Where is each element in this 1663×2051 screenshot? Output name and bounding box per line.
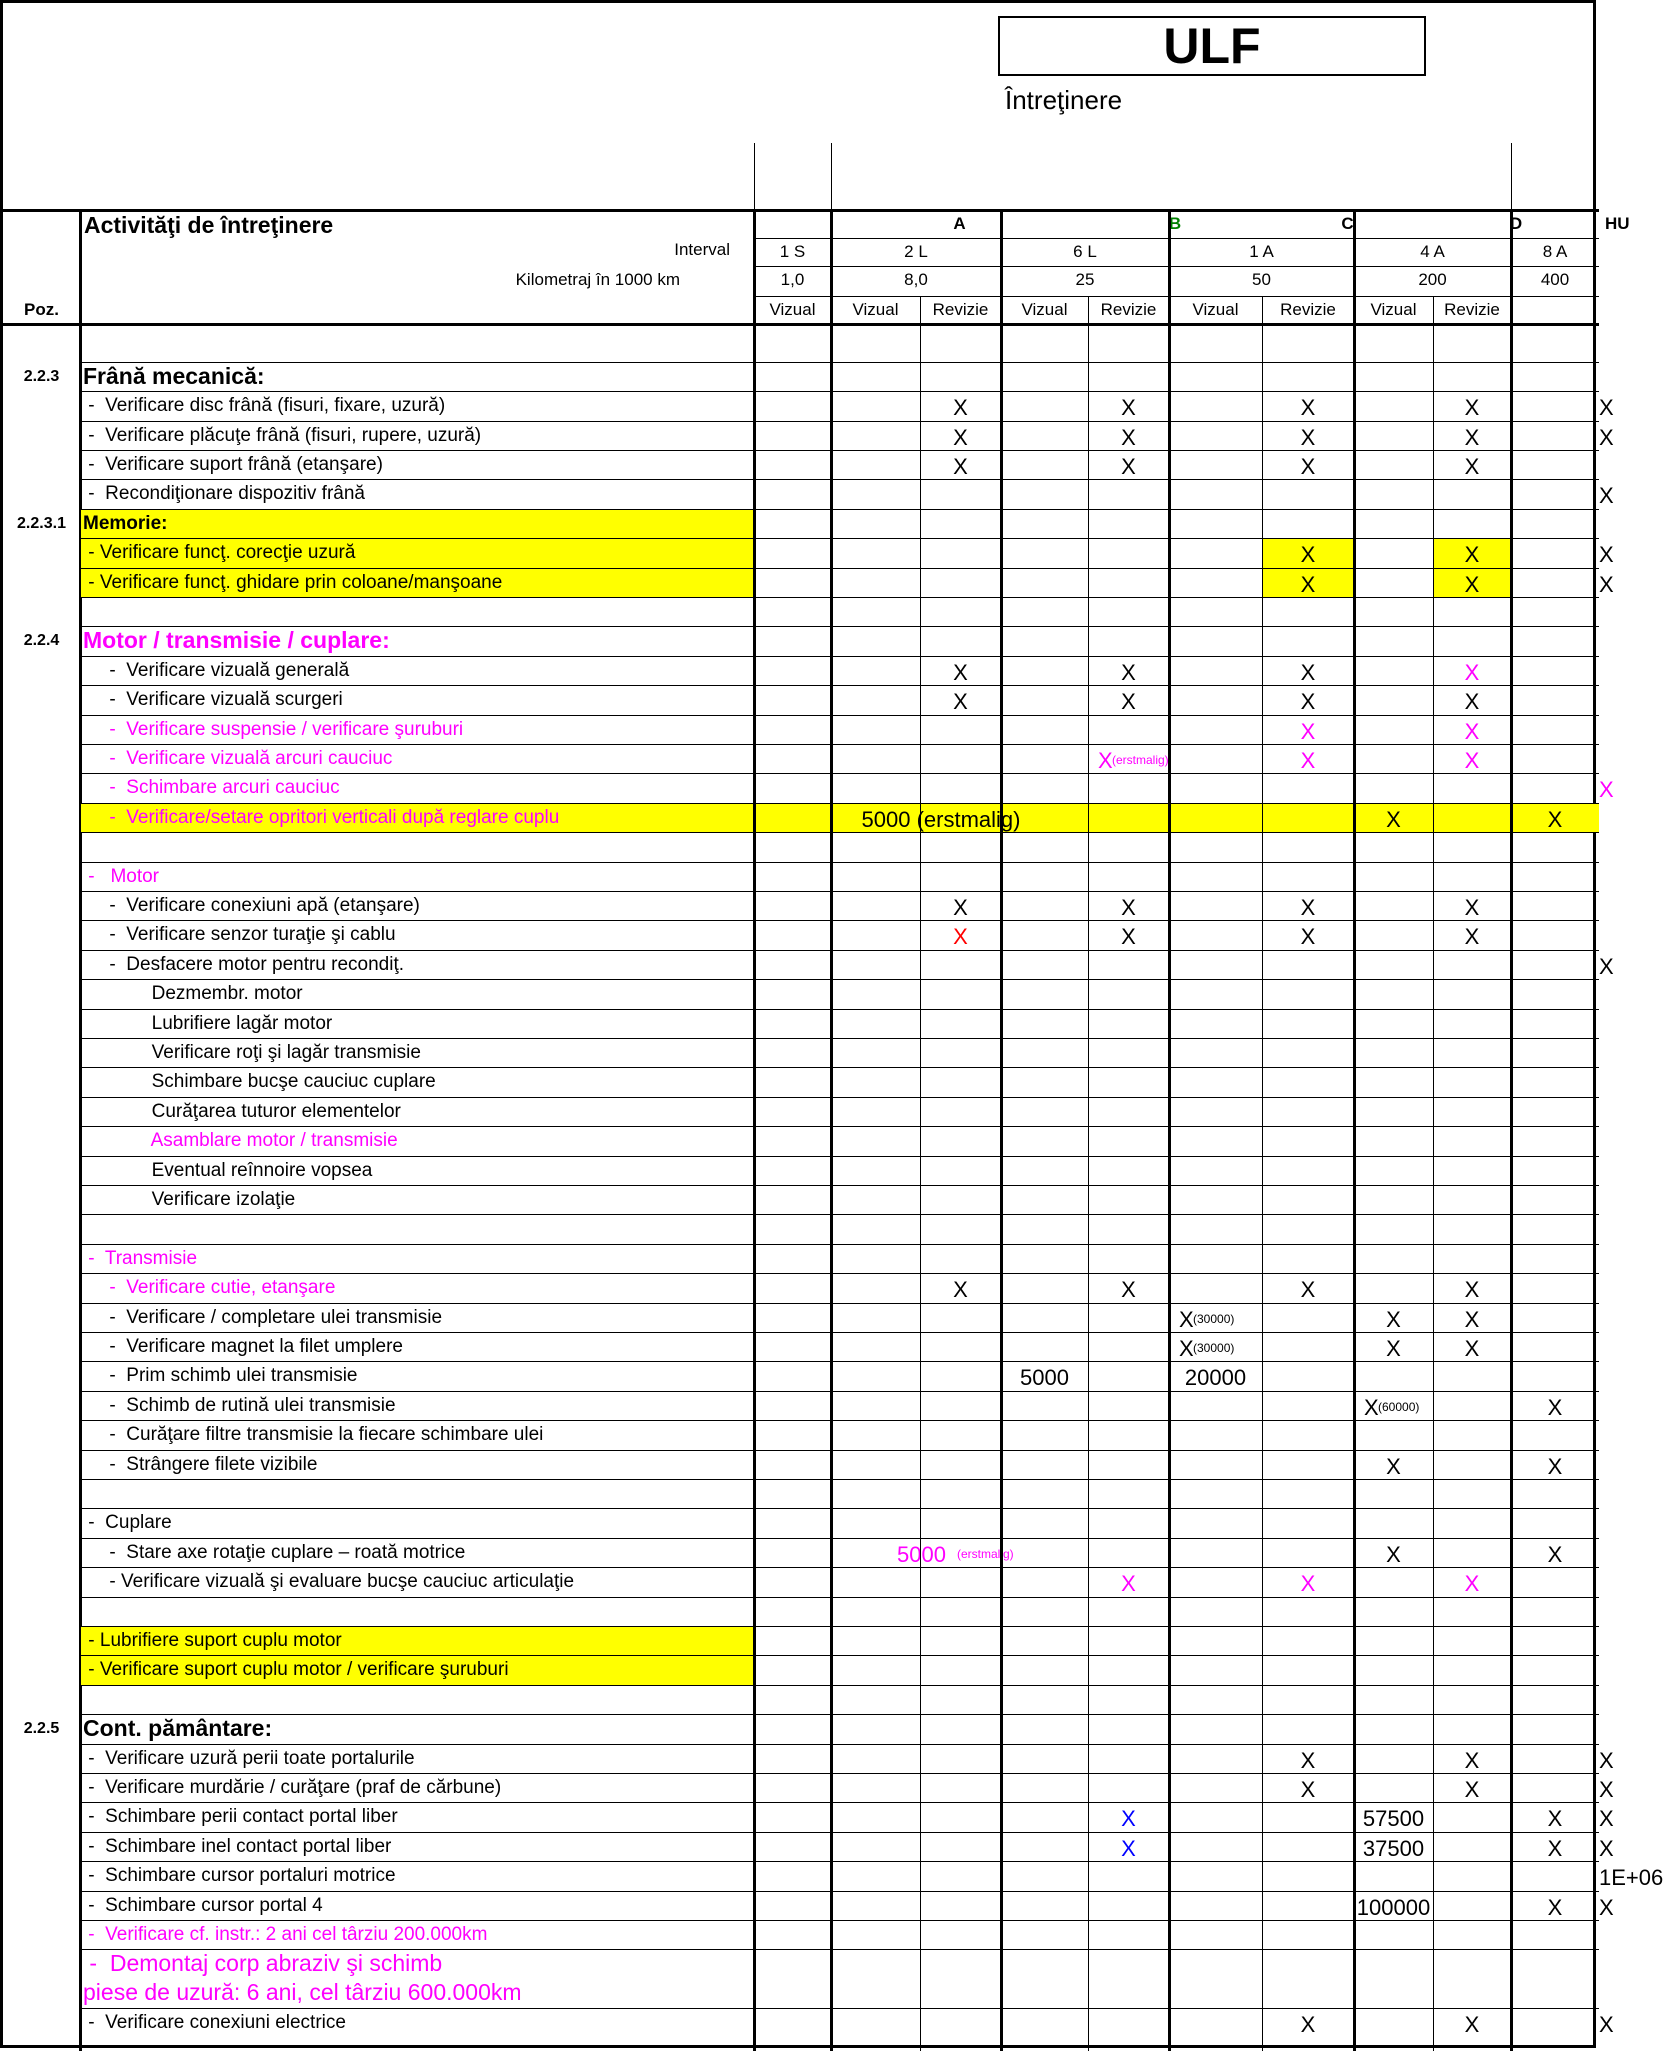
activity-label: - Schimbare inel contact portal liber: [83, 1835, 392, 1857]
activity-label: - Schimbare cursor portal 4: [83, 1894, 323, 1916]
row-rule: [80, 1214, 1599, 1215]
mark-note: (30000): [1193, 1340, 1235, 1355]
activity-label: - Stare axe rotaţie cuplare – roată motrice: [83, 1541, 466, 1563]
activity-label: - Curăţare filtre transmisie la fiecare schimbare ulei: [83, 1424, 544, 1446]
check-mark: X: [1121, 395, 1136, 421]
group-divider: [1510, 210, 1513, 325]
activity-label: - Schimb de rutină ulei transmisie: [83, 1394, 396, 1416]
position-number: 2.2.5: [23, 1720, 60, 1738]
subcol-divider: [920, 296, 921, 325]
check-mark: X: [1300, 1776, 1316, 1802]
group-divider: [1168, 210, 1171, 325]
subhead-revizie: Revizie: [932, 300, 989, 319]
check-mark: X: [1300, 747, 1316, 773]
group-divider: [1000, 210, 1003, 325]
check-mark: X: [1547, 1806, 1563, 1832]
activity-label: Verificare roţi şi lagăr transmisie: [83, 1041, 421, 1063]
check-mark: X: [1300, 395, 1316, 421]
subcol-divider: [1088, 296, 1089, 325]
poz-label: Poz.: [24, 300, 59, 319]
km-value: 50: [1252, 270, 1271, 289]
activity-label: - Verificare vizuală generală: [83, 659, 350, 681]
activity-label: - Verificare murdărie / curăţare (praf de cărbune): [83, 1776, 502, 1798]
check-mark: X: [1300, 453, 1316, 479]
check-mark: X: [1464, 894, 1480, 920]
activity-label: - Verificare/setare opritori verticali după reglare cuplu: [83, 806, 560, 828]
section-heading: Motor / transmisie / cuplare:: [83, 627, 390, 654]
check-mark: X: [1547, 1541, 1563, 1567]
document-title: ULF: [998, 16, 1426, 76]
check-mark: X: [953, 395, 968, 421]
check-mark: X: [1464, 395, 1480, 421]
check-mark: X: [1300, 571, 1316, 597]
check-mark: X: [1599, 2012, 1614, 2038]
column-divider: [1088, 325, 1089, 2051]
check-mark: X: [1098, 747, 1113, 773]
check-mark: X: [1300, 1571, 1316, 1597]
check-mark: X: [1121, 689, 1136, 715]
column-divider: [1168, 325, 1171, 2051]
interval-value: 8 A: [1542, 242, 1568, 261]
activity-label: - Prim schimb ulei transmisie: [83, 1365, 358, 1387]
check-mark: X: [1464, 718, 1480, 744]
interval-value-cell: 1E+06: [1599, 1865, 1663, 1891]
interval-value: 2 L: [904, 242, 928, 261]
check-mark: X: [1464, 571, 1480, 597]
check-mark: X: [1547, 806, 1563, 832]
activity-label: - Verificare conexiuni apă (etanşare): [83, 894, 420, 916]
check-mark: X: [953, 659, 968, 685]
check-mark: X: [1300, 689, 1316, 715]
check-mark: X: [1179, 1306, 1194, 1332]
check-mark: X: [953, 424, 968, 450]
check-mark: X: [1547, 1394, 1563, 1420]
check-mark: X: [1599, 1806, 1614, 1832]
row-rule: [80, 1479, 1599, 1480]
check-mark: X: [1464, 1306, 1480, 1332]
check-mark: X: [1464, 542, 1480, 568]
interval-value-cell: 20000: [1184, 1365, 1247, 1391]
check-mark: X: [1464, 1776, 1480, 1802]
group-divider: [753, 210, 756, 325]
first-time-note: 5000: [897, 1541, 946, 1567]
check-mark: X: [1121, 659, 1136, 685]
check-mark: X: [1386, 1541, 1401, 1567]
activity-label: - Recondiţionare dispozitiv frână: [83, 483, 365, 505]
check-mark: X: [1386, 806, 1401, 832]
check-mark: X: [1599, 953, 1614, 979]
check-mark: X: [1121, 1571, 1136, 1597]
check-mark: X: [1300, 718, 1316, 744]
column-divider: [1433, 325, 1434, 2051]
interval-label: Interval: [674, 240, 730, 259]
check-mark: X: [1547, 1453, 1563, 1479]
activity-label: - Verificare suport cuplu motor / verificare şuruburi: [83, 1659, 509, 1681]
check-mark: X: [1599, 483, 1614, 509]
interval-value: 6 L: [1073, 242, 1097, 261]
activity-label: - Desfacere motor pentru recondiţ.: [83, 953, 405, 975]
interval-value-cell: 5000: [1020, 1365, 1069, 1391]
check-mark: X: [1464, 924, 1480, 950]
interval-value-cell: 57500: [1362, 1806, 1425, 1832]
check-mark: X: [1300, 659, 1316, 685]
check-mark: X: [1599, 1747, 1614, 1773]
check-mark: X: [1386, 1306, 1401, 1332]
check-mark: X: [1464, 424, 1480, 450]
row-rule: [80, 1685, 1599, 1686]
check-mark: X: [1121, 1835, 1136, 1861]
km-value: 25: [1075, 270, 1095, 289]
check-mark: X: [1599, 395, 1614, 421]
header-row-rule: [754, 296, 1599, 297]
check-mark: X: [1464, 659, 1480, 685]
activity-label: - Strângere filete vizibile: [83, 1453, 318, 1475]
subhead-vizual: Vizual: [1021, 300, 1068, 319]
column-divider: [753, 325, 756, 2051]
activity-label: Curăţarea tuturor elementelor: [83, 1100, 401, 1122]
km-value: 200: [1418, 270, 1447, 289]
activity-label: - Demontaj corp abraziv şi schimb piese de uzură: 6 ani, cel târziu 600.000km: [83, 1950, 522, 2006]
activity-label: - Schimbare arcuri cauciuc: [83, 777, 340, 799]
position-number: 2.2.4: [23, 632, 60, 650]
row-rule: [80, 597, 1599, 598]
interval-value-cell: 100000: [1356, 1894, 1431, 1920]
group-header-hu: HU: [1605, 214, 1630, 233]
interval-value: 1 S: [779, 242, 806, 261]
check-mark: X: [1599, 1894, 1614, 1920]
check-mark: X: [1464, 453, 1480, 479]
subhead-vizual: Vizual: [852, 300, 899, 319]
activity-label: - Motor: [83, 865, 160, 887]
poz-divider: [79, 210, 82, 2051]
check-mark: X: [1464, 1571, 1480, 1597]
column-divider: [920, 325, 921, 2051]
subcol-divider: [1433, 296, 1434, 325]
check-mark: X: [1300, 424, 1316, 450]
interval-value: 4 A: [1420, 242, 1445, 261]
group-header-d: D: [1509, 214, 1523, 233]
check-mark: X: [1300, 924, 1316, 950]
activity-label: - Verificare vizuală scurgeri: [83, 689, 343, 711]
first-time-note: 5000 (erstmalig): [861, 806, 1021, 832]
first-time-note-label: (erstmalig): [957, 1546, 1014, 1561]
check-mark: X: [953, 689, 968, 715]
activity-label: - Schimbare perii contact portal liber: [83, 1806, 398, 1828]
activity-label: - Verificare magnet la filet umplere: [83, 1335, 403, 1357]
interval-value-cell: 37500: [1362, 1835, 1425, 1861]
subhead-revizie: Revizie: [1444, 300, 1500, 319]
check-mark: X: [953, 894, 968, 920]
column-divider: [1262, 325, 1263, 2051]
check-mark: X: [1599, 424, 1614, 450]
check-mark: X: [1179, 1335, 1194, 1361]
activity-label: - Verificare suspensie / verificare şuruburi: [83, 718, 464, 740]
check-mark: X: [1464, 1335, 1480, 1361]
check-mark: X: [1599, 542, 1614, 568]
mark-note: (30000): [1193, 1311, 1235, 1326]
check-mark: X: [1464, 1747, 1480, 1773]
check-mark: X: [1121, 1277, 1136, 1303]
activity-label: - Verificare disc frână (fisuri, fixare, uzură): [83, 395, 446, 417]
subcol-divider: [1262, 296, 1263, 325]
activity-label: Schimbare bucşe cauciuc cuplare: [83, 1071, 436, 1093]
subhead-vizual: Vizual: [769, 300, 816, 319]
subhead-vizual: Vizual: [1192, 300, 1239, 319]
document-subtitle: Întreţinere: [1005, 85, 1123, 115]
row-rule: [80, 325, 1599, 326]
column-divider: [1510, 325, 1513, 2051]
activity-label: - Verificare funcţ. corecţie uzură: [83, 542, 356, 564]
check-mark: X: [1599, 571, 1614, 597]
activity-label: - Verificare vizuală şi evaluare bucşe cauciuc articulaţie: [83, 1571, 575, 1593]
check-mark: X: [1121, 894, 1136, 920]
activity-label: - Verificare uzură perii toate portalurile: [83, 1747, 415, 1769]
check-mark: X: [1300, 2012, 1316, 2038]
group-header-c: C: [1341, 214, 1354, 233]
check-mark: X: [1121, 424, 1136, 450]
check-mark: X: [1386, 1453, 1401, 1479]
activity-label: - Schimbare cursor portaluri motrice: [83, 1865, 396, 1887]
activity-label: - Verificare vizuală arcuri cauciuc: [83, 747, 393, 769]
activity-label: Asamblare motor / transmisie: [83, 1130, 398, 1152]
group-divider: [1353, 210, 1356, 325]
activity-label: - Verificare plăcuţe frână (fisuri, rupere, uzură): [83, 424, 482, 446]
position-number: 2.2.3.1: [17, 514, 66, 532]
check-mark: X: [1464, 1277, 1480, 1303]
section-heading: Cont. pământare:: [83, 1715, 273, 1742]
check-mark: X: [1121, 924, 1136, 950]
check-mark: X: [1300, 1277, 1316, 1303]
activity-heading: Activităţi de întreţinere: [84, 212, 334, 238]
row-rule: [80, 832, 1599, 833]
group-header-a: A: [953, 214, 966, 233]
subhead-revizie: Revizie: [1280, 300, 1336, 319]
km-value: 400: [1540, 270, 1570, 289]
mark-note: (erstmalig): [1112, 752, 1169, 767]
activity-label: Dezmembr. motor: [83, 983, 303, 1005]
activity-label: - Lubrifiere suport cuplu motor: [83, 1629, 342, 1651]
check-mark: X: [953, 1277, 968, 1303]
activity-label: - Verificare conexiuni electrice: [83, 2012, 346, 2034]
check-mark: X: [1547, 1894, 1563, 1920]
check-mark: X: [1300, 894, 1316, 920]
group-divider: [830, 210, 833, 325]
check-mark: X: [1121, 1806, 1136, 1832]
check-mark: X: [1364, 1394, 1379, 1420]
km-value: 1,0: [780, 270, 805, 289]
check-mark: X: [1464, 2012, 1480, 2038]
subhead-revizie: Revizie: [1100, 300, 1157, 319]
check-mark: X: [1464, 747, 1480, 773]
section-heading: Frână mecanică:: [83, 362, 265, 389]
check-mark: X: [1599, 777, 1614, 803]
top-area-divider: [831, 143, 832, 210]
check-mark: X: [953, 924, 968, 950]
activity-label: - Verificare cutie, etanşare: [83, 1277, 336, 1299]
column-divider: [830, 325, 833, 2051]
check-mark: X: [1464, 689, 1480, 715]
subhead-vizual: Vizual: [1370, 300, 1417, 319]
check-mark: X: [1300, 542, 1316, 568]
position-number: 2.2.3: [23, 367, 60, 385]
km-label: Kilometraj în 1000 km: [515, 270, 680, 289]
activity-label: - Cuplare: [83, 1512, 172, 1534]
activity-label: - Transmisie: [83, 1247, 198, 1269]
activity-label: - Verificare / completare ulei transmisie: [83, 1306, 443, 1328]
check-mark: X: [1300, 1747, 1316, 1773]
activity-label: Memorie:: [83, 512, 168, 534]
check-mark: X: [1599, 1835, 1614, 1861]
column-divider: [1353, 325, 1356, 2051]
top-area-divider: [1511, 143, 1512, 210]
mark-note: (60000): [1378, 1399, 1420, 1414]
column-divider: [1000, 325, 1003, 2051]
check-mark: X: [1599, 1776, 1614, 1802]
activity-label: - Verificare senzor turaţie şi cablu: [83, 924, 396, 946]
activity-label: Lubrifiere lagăr motor: [83, 1012, 333, 1034]
activity-label: - Verificare funcţ. ghidare prin coloane/manşoane: [83, 571, 503, 593]
group-header-b: B: [1168, 214, 1182, 233]
activity-label: - Verificare suport frână (etanşare): [83, 453, 383, 475]
check-mark: X: [1386, 1335, 1401, 1361]
interval-value: 1 A: [1249, 242, 1274, 261]
top-area-divider: [754, 143, 755, 210]
km-value: 8,0: [904, 270, 928, 289]
check-mark: X: [1121, 453, 1136, 479]
check-mark: X: [953, 453, 968, 479]
check-mark: X: [1547, 1835, 1563, 1861]
row-rule: [80, 1597, 1599, 1598]
activity-label: - Verificare cf. instr.: 2 ani cel târziu 200.000km: [83, 1923, 488, 1945]
activity-label: Verificare izolaţie: [83, 1188, 296, 1210]
activity-label: Eventual reînnoire vopsea: [83, 1159, 373, 1181]
